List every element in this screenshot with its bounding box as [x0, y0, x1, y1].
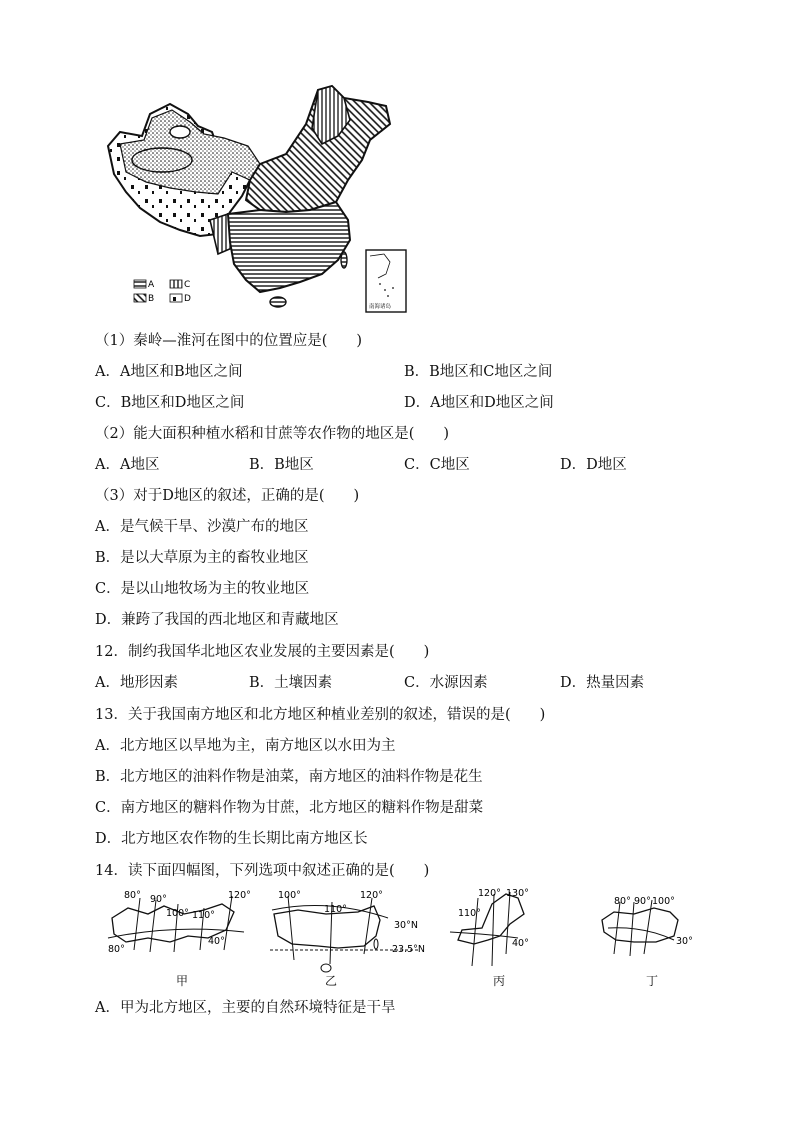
- q11-sub2-option-c[interactable]: C．C地区: [404, 457, 470, 473]
- figure-bing-caption: 丙: [493, 974, 506, 988]
- legend-c-label: C: [184, 280, 191, 290]
- china-agriculture-map: [100, 84, 410, 316]
- q14-option-a[interactable]: A．甲为北方地区，主要的自然环境特征是干旱: [95, 1000, 396, 1016]
- yi-label-2: 120°: [360, 890, 383, 901]
- map-legend: [134, 280, 191, 304]
- bing-label-1: 130°: [506, 888, 529, 899]
- ding-label-3: 30°: [676, 936, 693, 947]
- yi-label-1: 110°: [324, 904, 347, 915]
- q14-stem: 14．读下面四幅图，下列选项中叙述正确的是( ): [95, 863, 430, 879]
- yi-label-4: 23.5°N: [392, 944, 426, 955]
- figure-ding-svg: [594, 884, 704, 964]
- q14-figure-ding: [594, 884, 704, 964]
- q11-sub3-option-a[interactable]: A．是气候干旱、沙漠广布的地区: [95, 519, 309, 535]
- inset-caption: 南海诸岛: [369, 304, 392, 310]
- ding-label-2: 100°: [652, 896, 675, 907]
- legend-a-label: A: [148, 280, 155, 290]
- jia-label-6: 80°: [108, 944, 125, 955]
- q11-sub3-option-c[interactable]: C．是以山地牧场为主的牧业地区: [95, 581, 310, 597]
- q11-sub2-option-b[interactable]: B．B地区: [249, 457, 314, 473]
- legend-d-label: D: [184, 294, 191, 304]
- bing-label-3: 40°: [512, 938, 529, 949]
- south-china-sea-inset: [366, 250, 406, 312]
- q12-option-c[interactable]: C．水源因素: [404, 675, 488, 691]
- yi-label-3: 30°N: [394, 920, 418, 931]
- ding-label-0: 80°: [614, 896, 631, 907]
- jia-label-4: 120°: [228, 890, 251, 901]
- ding-label-1: 90°: [634, 896, 651, 907]
- figure-ding-caption: 丁: [646, 974, 659, 988]
- bing-label-2: 110°: [458, 908, 481, 919]
- figure-yi-svg: [268, 884, 438, 976]
- q11-sub1-option-a[interactable]: A．A地区和B地区之间: [95, 364, 243, 380]
- q11-sub1-option-d[interactable]: D．A地区和D地区之间: [404, 395, 554, 411]
- jia-label-5: 40°: [208, 936, 225, 947]
- q11-sub1-stem: （1）秦岭—淮河在图中的位置应是( ): [95, 333, 363, 349]
- q11-sub3-stem: （3）对于D地区的叙述，正确的是( ): [95, 488, 360, 504]
- q12-stem: 12．制约我国华北地区农业发展的主要因素是( ): [95, 644, 430, 660]
- q11-sub1-option-b[interactable]: B．B地区和C地区之间: [404, 364, 553, 380]
- jia-label-3: 110°: [192, 910, 215, 921]
- q11-sub3-option-b[interactable]: B．是以大草原为主的畜牧业地区: [95, 550, 309, 566]
- china-map-svg: [100, 84, 410, 316]
- q12-option-a[interactable]: A．地形因素: [95, 675, 178, 691]
- figure-bing-svg: [448, 884, 548, 968]
- q12-option-b[interactable]: B．土壤因素: [249, 675, 333, 691]
- figure-jia-svg: [104, 884, 264, 964]
- q14-figure-bing: [448, 884, 548, 964]
- jia-label-2: 100°: [166, 908, 189, 919]
- q13-option-c[interactable]: C．南方地区的糖料作物为甘蔗，北方地区的糖料作物是甜菜: [95, 800, 484, 816]
- q11-sub1-option-c[interactable]: C．B地区和D地区之间: [95, 395, 245, 411]
- q13-option-b[interactable]: B．北方地区的油料作物是油菜，南方地区的油料作物是花生: [95, 769, 483, 785]
- q11-sub2-option-a[interactable]: A．A地区: [95, 457, 160, 473]
- q12-option-d[interactable]: D．热量因素: [560, 675, 645, 691]
- q11-sub2-stem: （2）能大面积种植水稻和甘蔗等农作物的地区是( ): [95, 426, 450, 442]
- region-a-area: [228, 202, 350, 292]
- yi-label-0: 100°: [278, 890, 301, 901]
- figure-jia-caption: 甲: [176, 974, 189, 988]
- q14-figure-yi: [268, 884, 438, 964]
- q13-option-a[interactable]: A．北方地区以旱地为主，南方地区以水田为主: [95, 738, 396, 754]
- q14-figure-jia: [104, 884, 264, 964]
- q13-stem: 13．关于我国南方地区和北方地区种植业差别的叙述，错误的是( ): [95, 707, 546, 723]
- bing-label-0: 120°: [478, 888, 501, 899]
- jia-label-1: 90°: [150, 894, 167, 905]
- q11-sub2-option-d[interactable]: D．D地区: [560, 457, 627, 473]
- q13-option-d[interactable]: D．北方地区农作物的生长期比南方地区长: [95, 831, 368, 847]
- q11-sub3-option-d[interactable]: D．兼跨了我国的西北地区和青藏地区: [95, 612, 339, 628]
- figure-yi-caption: 乙: [325, 974, 338, 988]
- legend-b-label: B: [148, 294, 155, 304]
- jia-label-0: 80°: [124, 890, 141, 901]
